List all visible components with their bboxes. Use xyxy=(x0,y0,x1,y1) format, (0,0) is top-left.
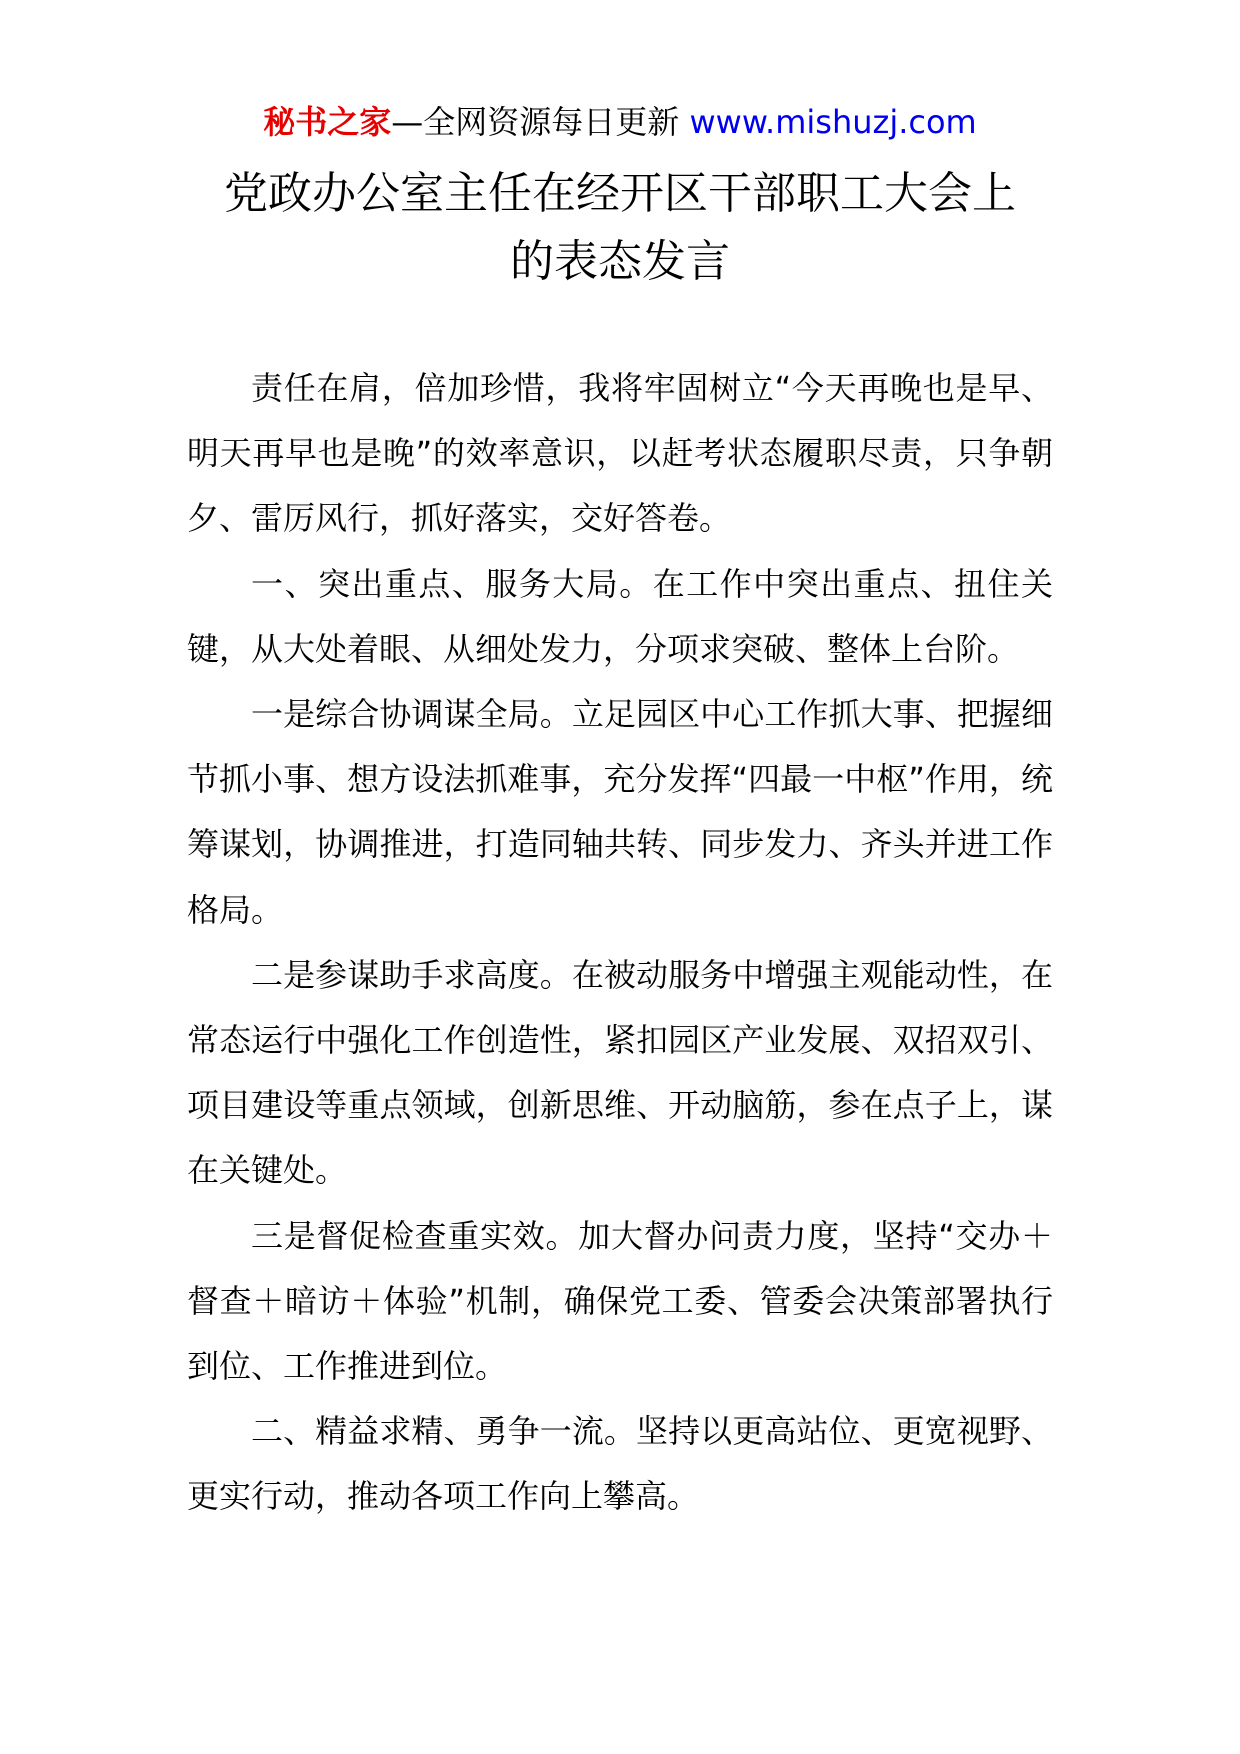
paragraph-item-1: 一是综合协调谋全局。立足园区中心工作抓大事、把握细节抓小事、想方设法抓难事，充分发挥“四最一中枢”作用，统筹谋划，协调推进，打造同轴共转、同步发力、齐头并进工作格局。 xyxy=(187,695,1053,929)
paragraph-intro: 责任在肩，倍加珍惜，我将牢固树立“今天再晚也是早、明天再早也是晚”的效率意识，以赶考状态履职尽责，只争朝夕、雷厉风行，抓好落实，交好答卷。 xyxy=(187,369,1053,538)
brand-name: 秘书之家 xyxy=(263,103,392,141)
paragraph-item-3: 三是督促检查重实效。加大督办问责力度，坚持“交办＋督查＋暗访＋体验”机制，确保党工委、管委会决策部署执行到位、工作推进到位。 xyxy=(187,1216,1053,1386)
document-title xyxy=(150,160,1090,296)
site-header xyxy=(0,98,1240,146)
paragraph-item-2: 二是参谋助手求高度。在被动服务中增强主观能动性，在常态运行中强化工作创造性，紧扣园区产业发展、双招双引、项目建设等重点领域，创新思维、开动脑筋，参在点子上，谋在关键处。 xyxy=(187,955,1053,1190)
paragraph-section-1: 一、突出重点、服务大局。在工作中突出重点、扭住关键，从大处着眼、从细处发力，分项求突破、整体上台阶。 xyxy=(187,564,1053,668)
site-url-link[interactable]: www.mishuzj.com xyxy=(689,103,977,141)
paragraph-section-2: 二、精益求精、勇争一流。坚持以更高站位、更宽视野、更实行动，推动各项工作向上攀高。 xyxy=(187,1412,1053,1516)
document-body xyxy=(187,356,1053,1530)
title-line-2: 的表态发言 xyxy=(510,236,730,287)
title-line-1: 党政办公室主任在经开区干部职工大会上 xyxy=(224,168,1016,219)
header-slogan: —全网资源每日更新 xyxy=(391,103,680,141)
